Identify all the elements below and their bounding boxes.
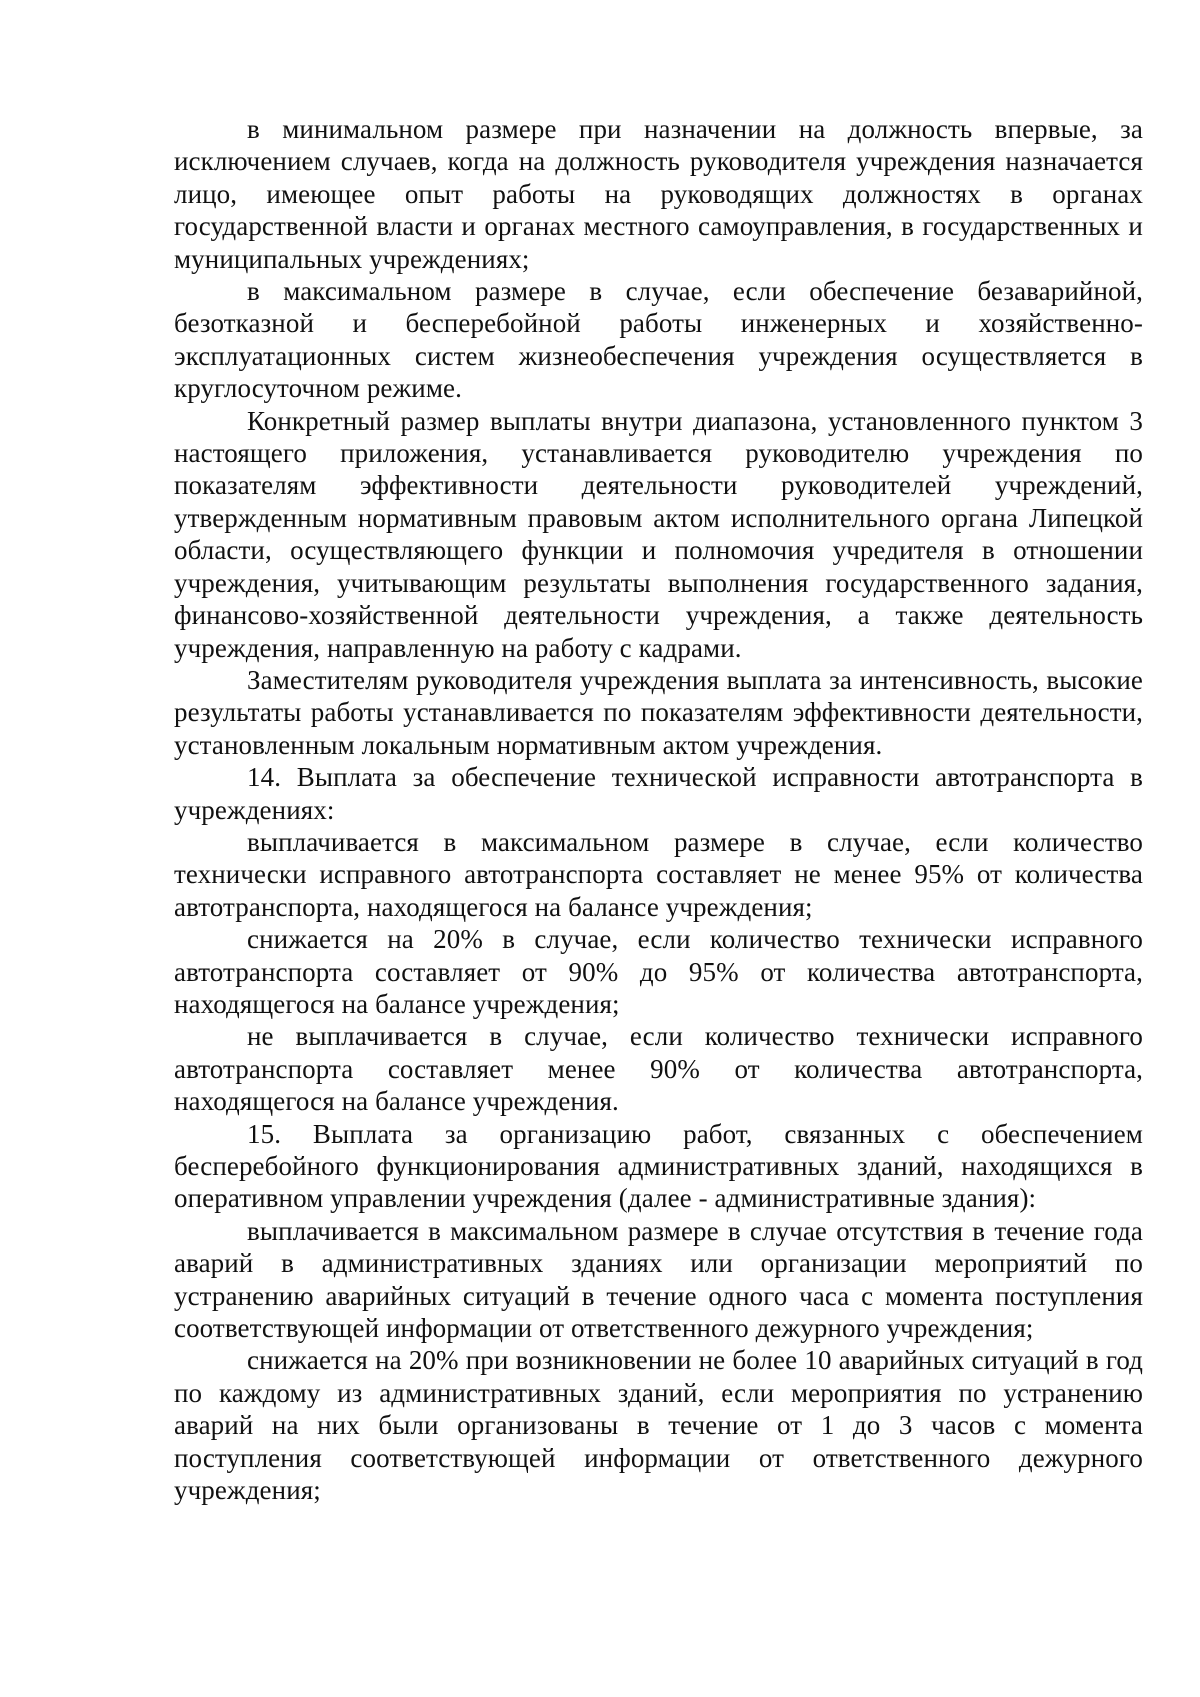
paragraph-deputies: Заместителям руководителя учреждения выплата за интенсивность, высокие результаты работы устанавливается по показателям эффективности деятельности, установленным локальным нормативным актом учреждения. (174, 664, 1143, 760)
paragraph-item-14-none: не выплачивается в случае, если количество технически исправного автотранспорта составляет менее 90% от количества автотранспорта, находящегося на балансе учреждения. (174, 1021, 1143, 1117)
paragraph-item-15: 15. Выплата за организацию работ, связанных с обеспечением бесперебойного функционирования административных зданий, находящихся в оперативном управлении учреждения (далее - административные здания): (174, 1118, 1143, 1214)
paragraph-max-size: в максимальном размере в случае, если обеспечение безаварийной, безотказной и бесперебойной работы инженерных и хозяйственно-эксплуатационных систем жизнеобеспечения учреждения осуществляется в круглосуточном режиме. (174, 276, 1143, 404)
paragraph-min-size: в минимальном размере при назначении на должность впервые, за исключением случаев, когда на должность руководителя учреждения назначается лицо, имеющее опыт работы на руководящих должностях в органах государственной власти и органах местного самоуправления, в государственных и муниципальных учреждениях; (174, 114, 1143, 274)
paragraph-item-15-full: выплачивается в максимальном размере в случае отсутствия в течение года аварий в административных зданиях или организации мероприятий по устранению аварийных ситуаций в течение одного часа с момента поступления соответствующей информации от ответственного дежурного учреждения; (174, 1215, 1143, 1344)
paragraph-item-14-reduced: снижается на 20% в случае, если количество технически исправного автотранспорта составляет от 90% до 95% от количества автотранспорта, находящегося на балансе учреждения; (174, 924, 1143, 1019)
paragraph-specific-size: Конкретный размер выплаты внутри диапазона, установленного пунктом 3 настоящего приложения, устанавливается руководителю учреждения по показателям эффективности деятельности руководителей учреждений, утвержденным нормативным правовым актом исполнительного органа Липецкой области, осуществляющего функции и полномочия учредителя в отношении учреждения, учитывающим результаты выполнения государственного задания, финансово-хозяйственной деятельности учреждения, а также деятельность учреждения, направленную на работу с кадрами. (174, 405, 1143, 663)
paragraph-item-15-reduced: снижается на 20% при возникновении не более 10 аварийных ситуаций в год по каждому из административных зданий, если мероприятия по устранению аварий на них были организованы в течение от 1 до 3 часов с момента поступления соответствующей информации от ответственного дежурного учреждения; (174, 1345, 1143, 1506)
paragraph-item-14: 14. Выплата за обеспечение технической исправности автотранспорта в учреждениях: (174, 762, 1143, 825)
paragraph-item-14-full: выплачивается в максимальном размере в случае, если количество технически исправного автотранспорта составляет не менее 95% от количества автотранспорта, находящегося на балансе учреждения; (174, 826, 1143, 922)
